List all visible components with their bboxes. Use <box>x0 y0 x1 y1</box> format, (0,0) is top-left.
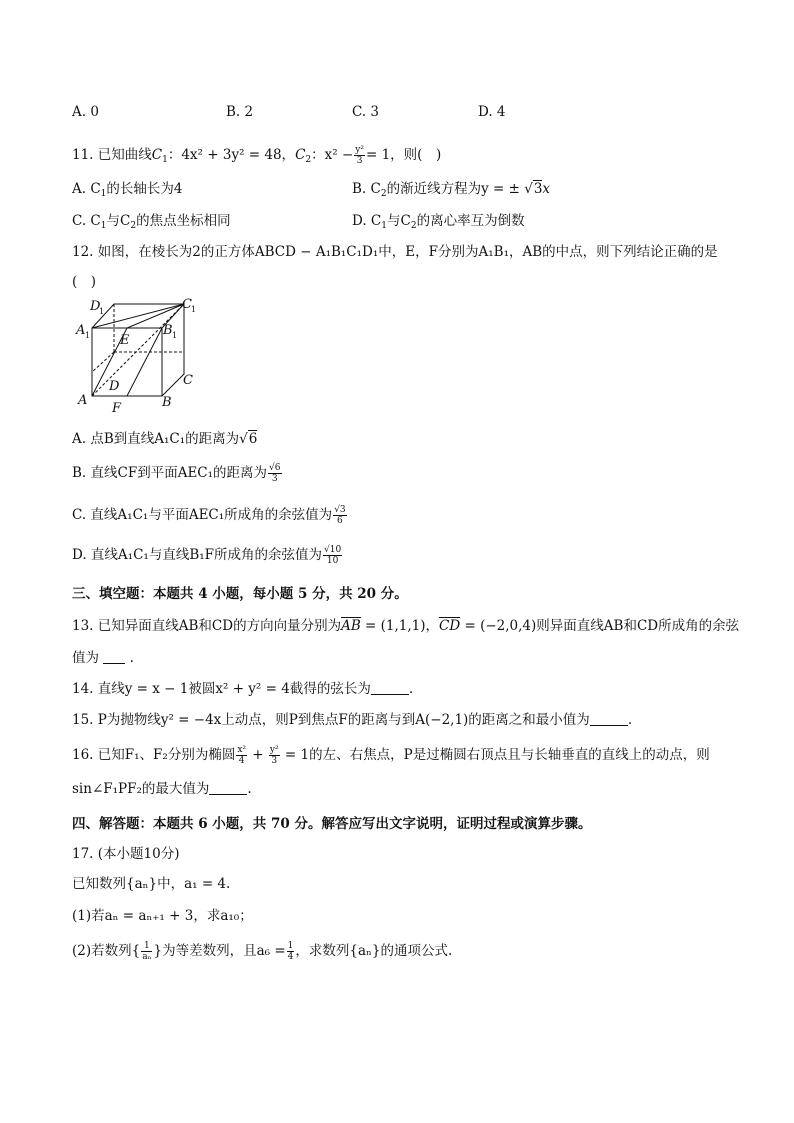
label-b: B <box>162 395 172 410</box>
q13-answer-blank[interactable] <box>103 651 125 664</box>
q13-line2: 值为 . <box>72 650 134 666</box>
edge-ad <box>92 352 114 372</box>
q10-option-b: B. 2 <box>226 104 254 120</box>
q17-head: 17. (本小题10分) <box>72 846 180 862</box>
q11-option-d: D. $C_1$与$C_2$的离心率互为倒数 <box>352 213 525 231</box>
q17-part2: (2)若数列{ $\frac{1}{\text{aₙ}}$ }为等差数列，且a₆ = $\frac{1}{4}$ ，求数列{aₙ}的通项公式. <box>72 941 453 962</box>
line-ec1 <box>127 304 184 328</box>
q10-option-c: C. 3 <box>352 104 380 120</box>
line-ac1 <box>92 304 184 396</box>
q10-option-a: A. 0 <box>72 104 99 120</box>
q15: 15. P为抛物线y² = −4x上动点，则P到焦点F的距离与到A(−2,1)的距离之和最小值为 . <box>72 712 633 728</box>
label-a: A <box>78 393 88 408</box>
q13-line1: 13. 已知异面直线AB和CD的方向向量分别为AB = (1,1,1)，CD = (−2,0,4)则异面直线AB和CD所成角的余弦 <box>72 618 740 634</box>
q14-answer-blank[interactable] <box>371 682 409 695</box>
q11-option-a: A. $C_1$的长轴长为4 <box>72 181 183 199</box>
q11-option-c: C. $C_1$与$C_2$的焦点坐标相同 <box>72 213 231 231</box>
q16-line2: sin∠F₁PF₂的最大值为 . <box>72 781 252 797</box>
label-a1: A <box>76 323 86 338</box>
q12-option-b: B. 直线CF到平面AEC₁的距离为 $\frac{√6}{3}$ <box>72 463 281 484</box>
q16-answer-blank[interactable] <box>209 782 247 795</box>
label-d: D <box>109 379 120 394</box>
q17-given: 已知数列{aₙ}中，a₁ = 4. <box>72 876 231 892</box>
cube-figure <box>70 294 200 414</box>
q10-option-d: D. 4 <box>478 104 506 120</box>
label-e: E <box>120 333 130 348</box>
q12-option-d: D. 直线A₁C₁与直线B₁F所成角的余弦值为 $\frac{√10}{10}$ <box>72 545 342 566</box>
q11-option-b: B. $C_2$的渐近线方程为y = ± √3x <box>352 181 551 199</box>
section3-heading: 三、填空题：本题共 4 小题，每小题 5 分，共 20 分。 <box>72 586 408 602</box>
label-c1: C <box>182 297 192 312</box>
q11-stem: 11. 已知曲线$C_1$：4x² + 3y² = 48，$C_2$：x² − $\frac{\text{y²}}{3}$ = 1，则( ) <box>72 145 442 166</box>
label-c: C <box>183 373 193 388</box>
svg-text:1: 1 <box>172 331 178 340</box>
section4-heading: 四、解答题：本题共 6 小题，共 70 分。解答应写出文字说明，证明过程或演算步骤。 <box>72 816 592 832</box>
label-d1: D <box>90 299 101 314</box>
line-fb1 <box>127 328 162 396</box>
q11-fraction: $\frac{\text{y²}}{3}$ <box>355 145 364 166</box>
q15-answer-blank[interactable] <box>590 713 628 726</box>
q16-line1: 16. 已知F₁、F₂分别为椭圆 $\frac{\text{x²}}{4}$ + $\frac{\text{y²}}{3}$ = 1的左、右焦点，P是过椭圆右顶点且与长轴垂直的直线上的动点，则 <box>72 745 710 766</box>
right-face <box>162 304 184 396</box>
q12-stem-line1: 12. 如图，在棱长为2的正方体ABCD − A₁B₁C₁D₁中，E，F分别为A₁B₁，AB的中点，则下列结论正确的是 <box>72 244 718 260</box>
q12-option-c: C. 直线A₁C₁与平面AEC₁所成角的余弦值为 $\frac{√3}{6}$ <box>72 505 346 526</box>
svg-text:1: 1 <box>191 305 197 314</box>
q12-option-a: A. 点B到直线A₁C₁的距离为√6 <box>72 431 258 447</box>
label-b1: B <box>163 323 173 338</box>
q14: 14. 直线y = x − 1被圆x² + y² = 4截得的弦长为 . <box>72 681 414 697</box>
q17-part1: (1)若aₙ = aₙ₊₁ + 3，求a₁₀； <box>72 908 253 924</box>
q12-stem-line2: ( ) <box>72 274 97 290</box>
svg-text:1: 1 <box>85 331 91 340</box>
label-f: F <box>112 401 122 414</box>
svg-text:1: 1 <box>99 307 105 316</box>
